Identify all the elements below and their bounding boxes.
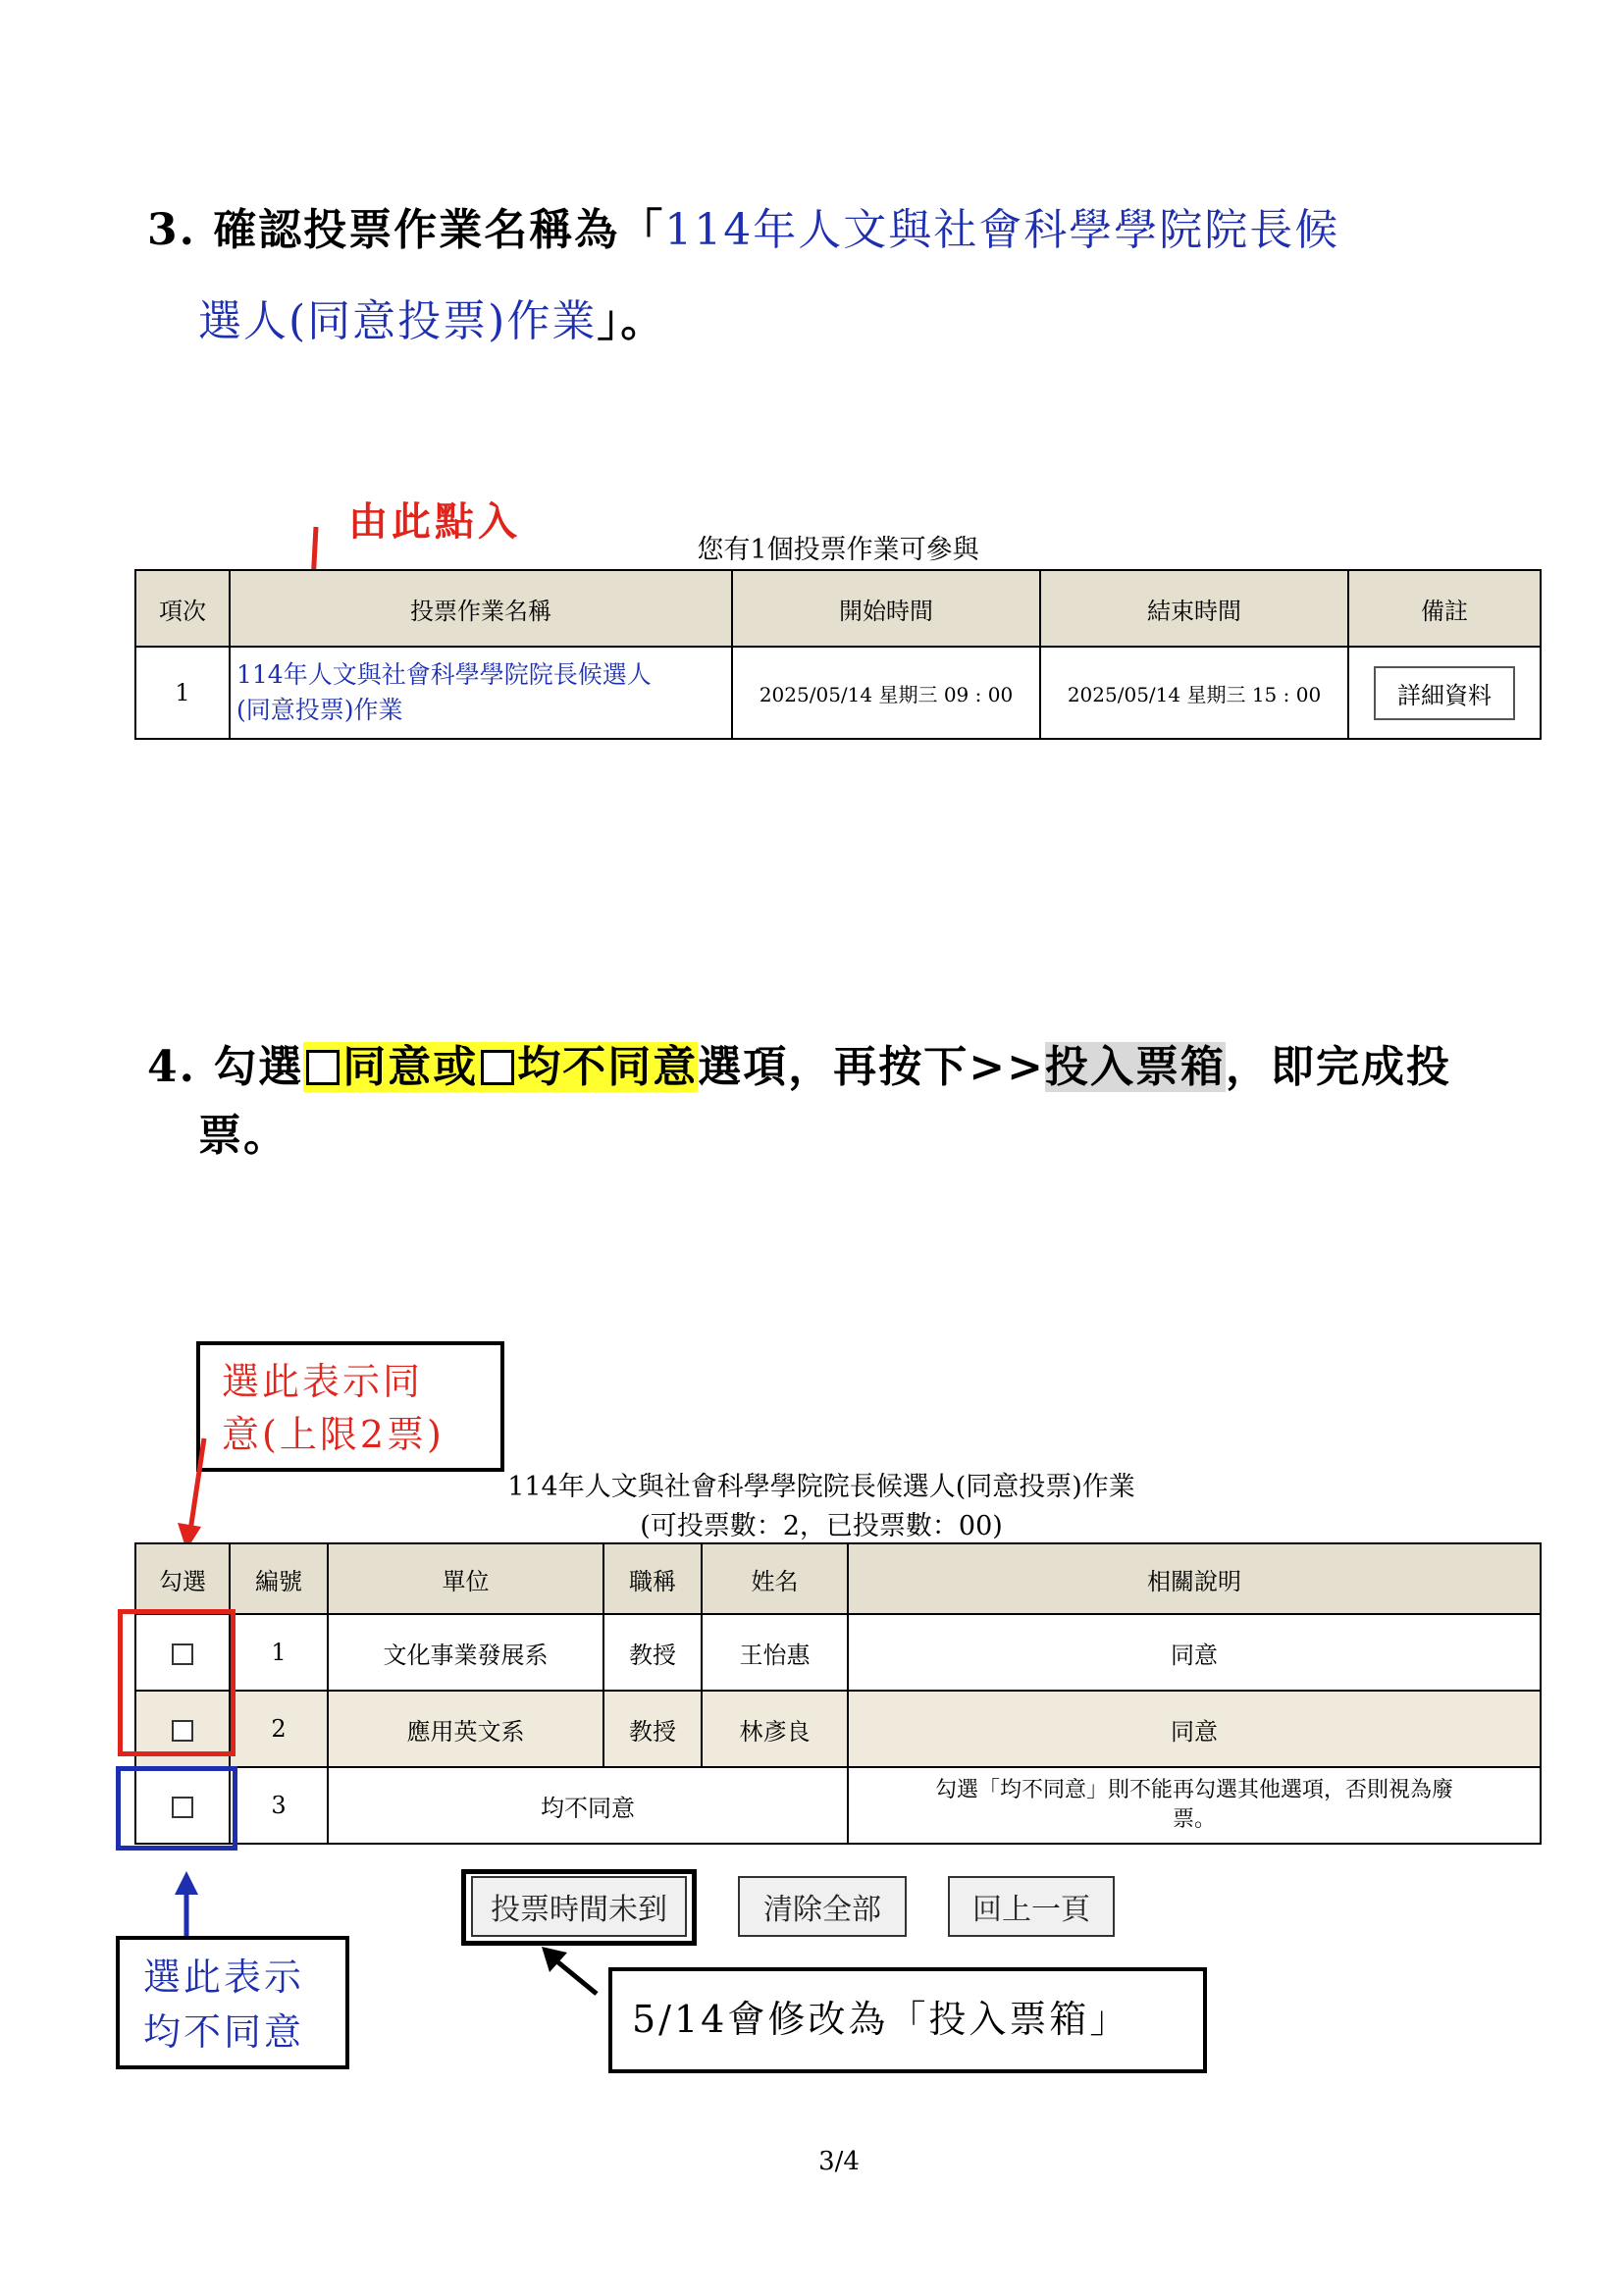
black-arrow-icon bbox=[538, 1943, 606, 2002]
step3-title-line1: 114年人文與社會科學學院院長候 bbox=[664, 205, 1340, 255]
disagree-highlight-frame bbox=[116, 1766, 237, 1851]
agree-highlight-frame bbox=[118, 1609, 236, 1756]
remark-cell bbox=[1348, 647, 1541, 739]
disagree-note: 勾選「均不同意」則不能再勾選其他選項，否則視為廢 票。 bbox=[848, 1767, 1541, 1844]
ballot-highlight: 投入票箱 bbox=[1045, 1042, 1226, 1092]
disagree-callout: 選此表示 均不同意 bbox=[116, 1936, 349, 2069]
vote-job-table bbox=[134, 569, 1542, 740]
col-name-header: 姓名 bbox=[702, 1543, 848, 1614]
table-row bbox=[135, 1767, 1541, 1844]
candidate-note: 同意 bbox=[848, 1614, 1541, 1691]
col-end-header: 結束時間 bbox=[1040, 570, 1348, 647]
vote-button[interactable]: 投票時間未到 bbox=[471, 1876, 687, 1937]
checkbox-icon bbox=[481, 1050, 514, 1085]
candidate-no: 1 bbox=[230, 1614, 328, 1691]
agree-callout: 選此表示同 意(上限2票) bbox=[196, 1341, 504, 1472]
row-index: 1 bbox=[135, 647, 230, 739]
step3-heading: 3. 確認投票作業名稱為「114年人文與社會科學學院院長候 bbox=[147, 205, 1340, 255]
col-check-header: 勾選 bbox=[135, 1543, 230, 1614]
click-here-annotation: 由此點入 bbox=[348, 498, 521, 545]
disagree-label: 均不同意 bbox=[328, 1767, 848, 1844]
checkbox-icon bbox=[306, 1050, 340, 1085]
candidate-table bbox=[134, 1542, 1542, 1845]
candidate-name: 林彥良 bbox=[702, 1691, 848, 1767]
table-row bbox=[135, 647, 1541, 739]
change-note-callout: 5/14會修改為「投入票箱」 bbox=[608, 1967, 1207, 2073]
vote-job-link[interactable]: 114年人文與社會科學學院院長候選人 (同意投票)作業 bbox=[230, 647, 732, 739]
agree-highlight: 同意或 均不同意 bbox=[303, 1042, 698, 1092]
clear-all-button[interactable]: 清除全部 bbox=[738, 1876, 907, 1937]
table-row bbox=[135, 1614, 1541, 1691]
candidate-note: 同意 bbox=[848, 1691, 1541, 1767]
candidate-unit: 文化事業發展系 bbox=[328, 1614, 603, 1691]
candidate-no: 3 bbox=[230, 1767, 328, 1844]
col-note-header: 相關說明 bbox=[848, 1543, 1541, 1614]
step4-heading-line2: 票。 bbox=[198, 1111, 288, 1161]
table-row bbox=[135, 1691, 1541, 1767]
red-arrow-down-icon bbox=[167, 1434, 216, 1552]
blue-arrow-up-icon bbox=[167, 1869, 206, 1943]
table1-caption: 您有1個投票作業可參與 bbox=[697, 535, 979, 565]
candidate-unit: 應用英文系 bbox=[328, 1691, 603, 1767]
back-button[interactable]: 回上一頁 bbox=[948, 1876, 1115, 1937]
end-time: 2025/05/14 星期三 15 : 00 bbox=[1040, 647, 1348, 739]
col-unit-header: 單位 bbox=[328, 1543, 603, 1614]
col-index-header: 項次 bbox=[135, 570, 230, 647]
step3-title-line2: 選人(同意投票)作業 bbox=[198, 296, 598, 346]
start-time: 2025/05/14 星期三 09 : 00 bbox=[732, 647, 1040, 739]
candidate-title: 教授 bbox=[603, 1614, 702, 1691]
table2-subtitle: (可投票數：2，已投票數：00) bbox=[640, 1511, 1003, 1541]
candidate-title: 教授 bbox=[603, 1691, 702, 1767]
col-name-header: 投票作業名稱 bbox=[230, 570, 732, 647]
col-title-header: 職稱 bbox=[603, 1543, 702, 1614]
col-no-header: 編號 bbox=[230, 1543, 328, 1614]
page-number: 3/4 bbox=[818, 2147, 860, 2176]
step3-heading-line2: 選人(同意投票)作業」。 bbox=[198, 296, 666, 346]
candidate-no: 2 bbox=[230, 1691, 328, 1767]
col-start-header: 開始時間 bbox=[732, 570, 1040, 647]
candidate-name: 王怡惠 bbox=[702, 1614, 848, 1691]
step4-heading: 4. 勾選 同意或 均不同意選項，再按下>>投入票箱，即完成投 bbox=[147, 1042, 1451, 1092]
col-remark-header: 備註 bbox=[1348, 570, 1541, 647]
detail-button[interactable]: 詳細資料 bbox=[1374, 666, 1515, 720]
table2-title: 114年人文與社會科學學院院長候選人(同意投票)作業 bbox=[507, 1472, 1135, 1502]
